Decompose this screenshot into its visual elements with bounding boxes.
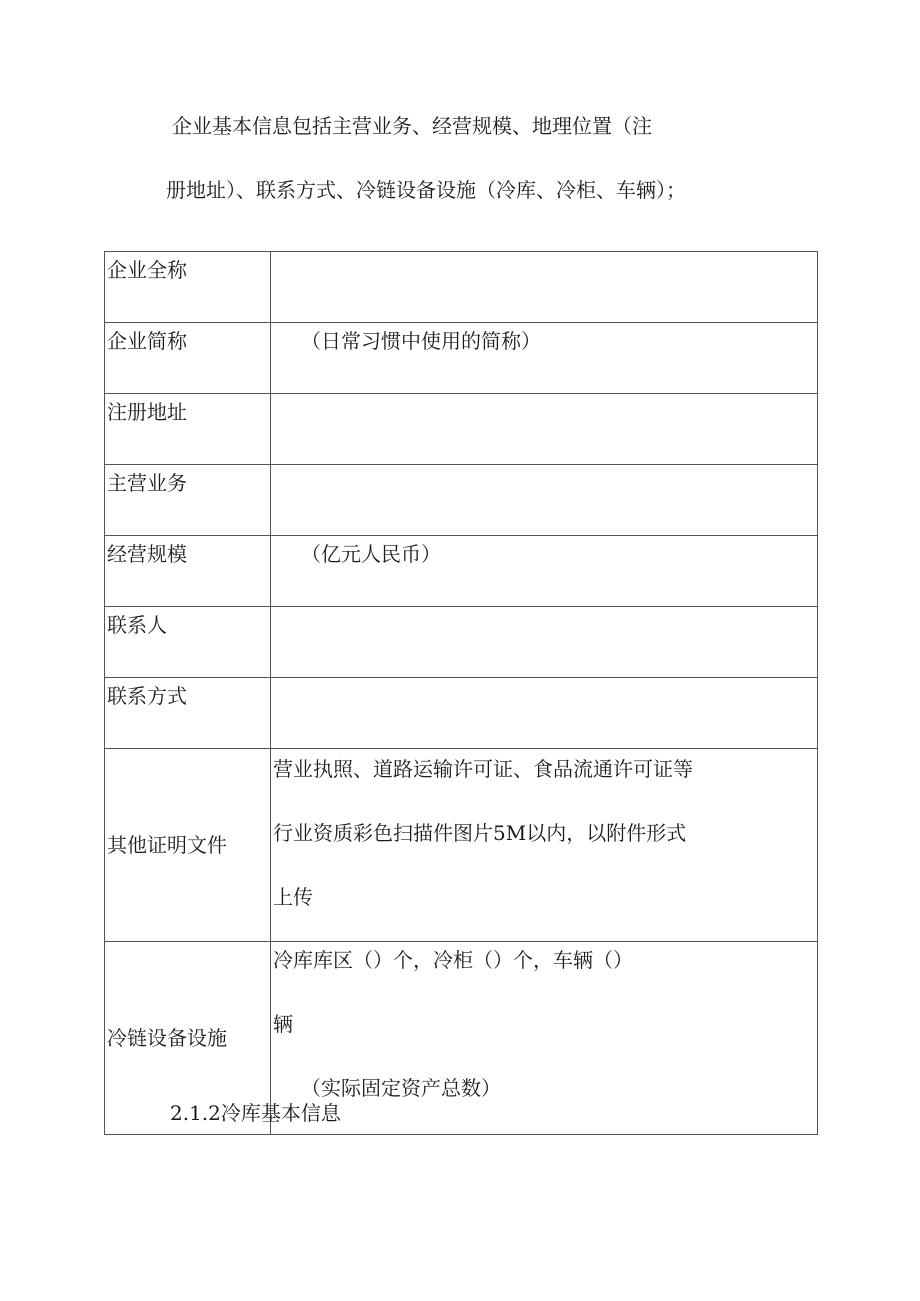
docs-line-1: 营业执照、道路运输许可证、食品流通许可证等 [273,757,693,781]
row-value [271,749,818,942]
row-value [271,678,818,749]
row-value [271,252,818,323]
row-value [271,394,818,465]
table-row-main-business [105,465,818,536]
section-heading: 2.1.2冷库基本信息 [170,1101,341,1125]
equipment-line-3: （实际固定资产总数） [301,1076,501,1100]
row-label: 企业全称 [105,252,271,323]
enterprise-info-table [104,251,818,1135]
table-row-other-documents [105,749,818,942]
row-label: 主营业务 [105,465,271,536]
row-value [271,942,818,1135]
table-row-business-scale [105,536,818,607]
row-label: 企业简称 [105,323,271,394]
docs-line-3: 上传 [273,885,313,909]
intro-paragraph-line-1: 企业基本信息包括主营业务、经营规模、地理位置（注 [172,114,652,138]
table-row-contact-person [105,607,818,678]
equipment-line-2: 辆 [273,1012,293,1036]
row-label: 联系人 [105,607,271,678]
table-row-full-name [105,252,818,323]
intro-paragraph-line-2: 册地址）、联系方式、冷链设备设施（冷库、冷柜、车辆）； [166,178,686,202]
row-label: 冷链设备设施 [105,942,271,1135]
row-label: 经营规模 [105,536,271,607]
row-label: 注册地址 [105,394,271,465]
row-label: 联系方式 [105,678,271,749]
row-value [271,465,818,536]
table-row-registered-address [105,394,818,465]
table-row-short-name [105,323,818,394]
table-row-contact-method [105,678,818,749]
equipment-line-1: 冷库库区（）个，冷柜（）个，车辆（） [273,948,633,972]
row-value: （亿元人民币） [271,536,818,607]
docs-line-2: 行业资质彩色扫描件图片5M以内，以附件形式 [273,821,687,845]
row-label: 其他证明文件 [105,749,271,942]
row-value [271,607,818,678]
row-value: （日常习惯中使用的简称） [271,323,818,394]
